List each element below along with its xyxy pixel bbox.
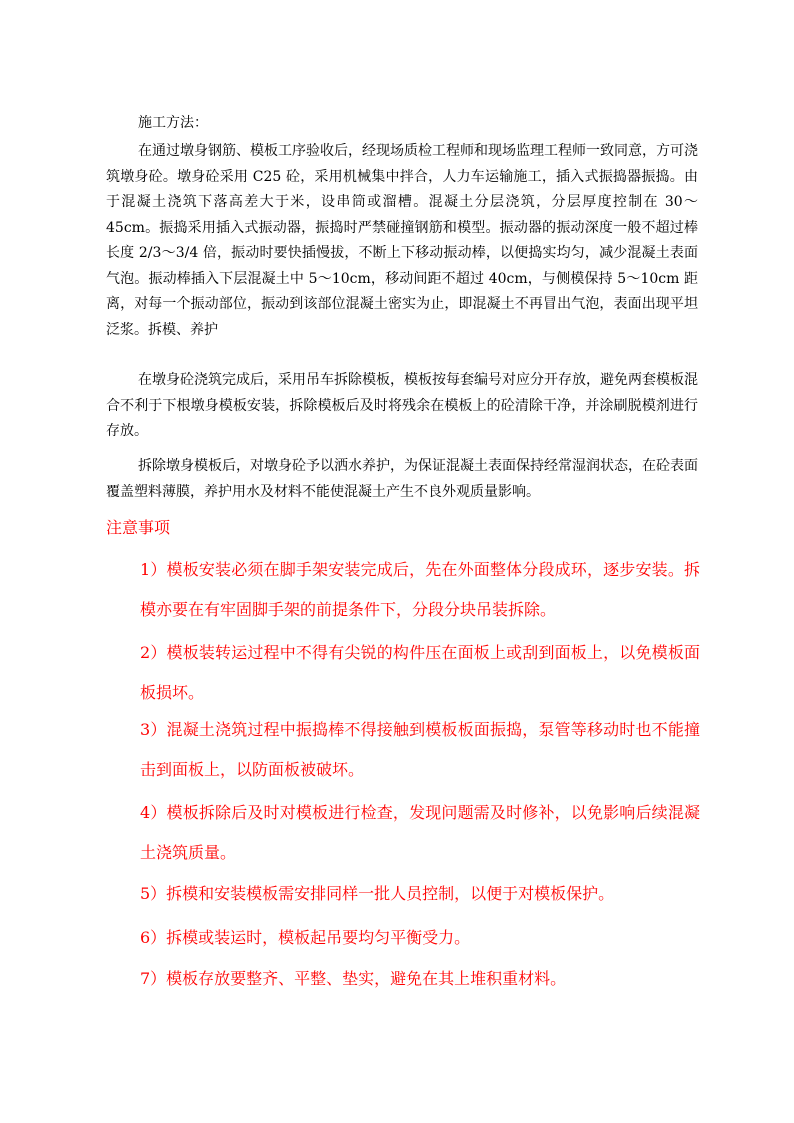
note-item-2: 2）模板装转运过程中不得有尖锐的构件压在面板上或刮到面板上，以免模板面板损坏。	[140, 643, 700, 702]
pier-concrete-paragraph: 在通过墩身钢筋、模板工序验收后，经现场质检工程师和现场监理工程师一致同意，方可浇筑墩身砼。墩身砼采用 C25 砼，采用机械集中拌合，人力车运输施工，插入式振捣器振捣。由于混凝土浇筑下落高差大于米，设串筒或溜槽。混凝土分层浇筑，分层厚度控制在 30～45cm。振捣采用插入式振动器，振捣时严禁碰撞钢筋和模型。振动器的振动深度一般不超过棒长度 2/3～3/4 倍，振动时要快插慢拔，不断上下移动振动棒，以便捣实均匀，减少混凝土表面气泡。振动棒插入下层混凝土中 5～10cm，移动间距不超过 40cm，与侧模保持 5～10cm 距离，对每一个振动部位，振动到该部位混凝土密实为止，即混凝土不再冒出气泡，表面出现平坦泛浆。拆模、养护	[106, 143, 698, 338]
note-item-6: 6）拆模或装运时，模板起吊要均匀平衡受力。	[140, 928, 471, 947]
note-item-5: 5）拆模和安装模板需安排同样一批人员控制，以便于对模板保护。	[140, 884, 615, 903]
note-item-4: 4）模板拆除后及时对模板进行检查，发现问题需及时修补，以免影响后续混凝土浇筑质量。	[140, 803, 700, 862]
note-item-7: 7）模板存放要整齐、平整、垫实，避免在其上堆积重材料。	[140, 969, 567, 988]
formwork-removal-paragraph: 在墩身砼浇筑完成后，采用吊车拆除模板，模板按每套编号对应分开存放，避免两套模板混合不利于下根墩身模板安装，拆除模板后及时将残余在模板上的砼清除干净，并涂刷脱模剂进行存放。	[106, 372, 698, 439]
curing-paragraph: 拆除墩身模板后，对墩身砼予以洒水养护，为保证混凝土表面保持经常湿润状态，在砼表面覆盖塑料薄膜，养护用水及材料不能使混凝土产生不良外观质量影响。	[106, 458, 698, 500]
note-item-1: 1）模板安装必须在脚手架安装完成后，先在外面整体分段成环，逐步安装。拆模亦要在有牢固脚手架的前提条件下，分段分块吊装拆除。	[140, 560, 700, 619]
notes-title: 注意事项	[106, 518, 171, 537]
construction-method-heading: 施工方法：	[138, 115, 208, 131]
note-item-3: 3）混凝土浇筑过程中振捣棒不得接触到模板板面振捣，泵管等移动时也不能撞击到面板上，以防面板被破坏。	[140, 720, 700, 779]
